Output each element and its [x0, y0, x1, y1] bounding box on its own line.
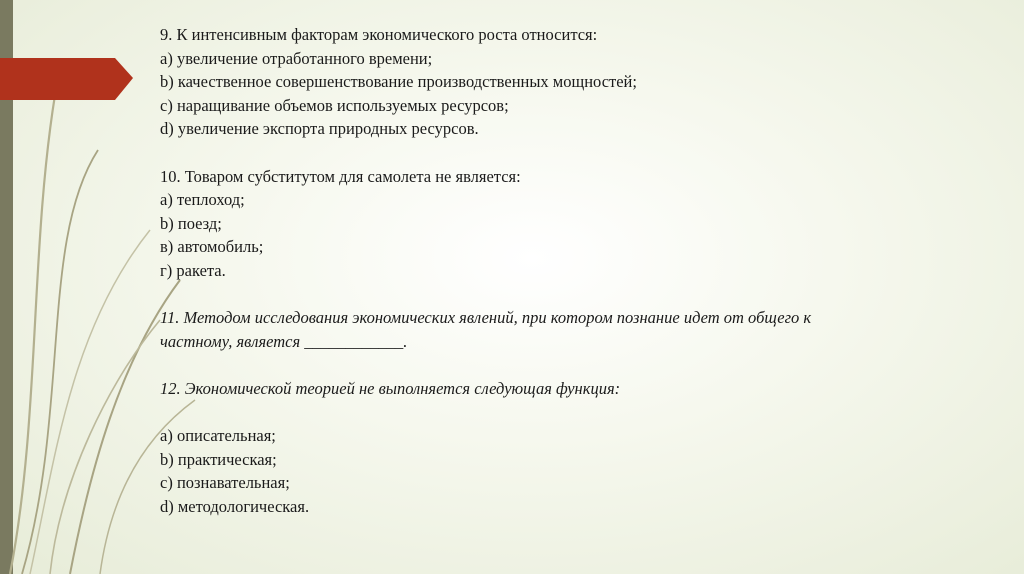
spacer — [160, 283, 1000, 307]
question-11-line2: частному, является ____________. — [160, 331, 408, 351]
spacer — [160, 141, 1000, 165]
spacer — [160, 353, 1000, 377]
q10-option-a: а) теплоход; — [160, 190, 245, 210]
q12-option-a: а) описательная; — [160, 426, 276, 446]
q12-option-b: b) практическая; — [160, 449, 277, 469]
q12-option-c: c) познавательная; — [160, 473, 290, 493]
q12-option-d: d) методологическая. — [160, 496, 310, 516]
red-arrow-flag — [0, 0, 140, 574]
spacer — [160, 401, 1000, 425]
question-11-line1: 11. Методом исследования экономических явлений, при котором познание идет от общего к — [160, 308, 812, 328]
slide-content — [160, 23, 1000, 518]
q10-option-c: в) автомобиль; — [160, 237, 264, 257]
question-9: 9. К интенсивным факторам экономического роста относится: — [160, 25, 598, 44]
q9-option-d: d) увеличение экспорта природных ресурсов. — [160, 119, 479, 139]
question-10: 10. Товаром субститутом для самолета не является: — [160, 166, 521, 186]
q9-option-c: c) наращивание объемов используемых ресурсов; — [160, 95, 509, 115]
q10-option-b: b) поезд; — [160, 213, 222, 233]
q10-option-d: г) ракета. — [160, 260, 226, 280]
q9-option-b: b) качественное совершенствование производственных мощностей; — [160, 72, 637, 92]
question-12: 12. Экономической теорией не выполняется следующая функция: — [160, 378, 621, 398]
q9-option-a: a) увеличение отработанного времени; — [160, 48, 433, 68]
